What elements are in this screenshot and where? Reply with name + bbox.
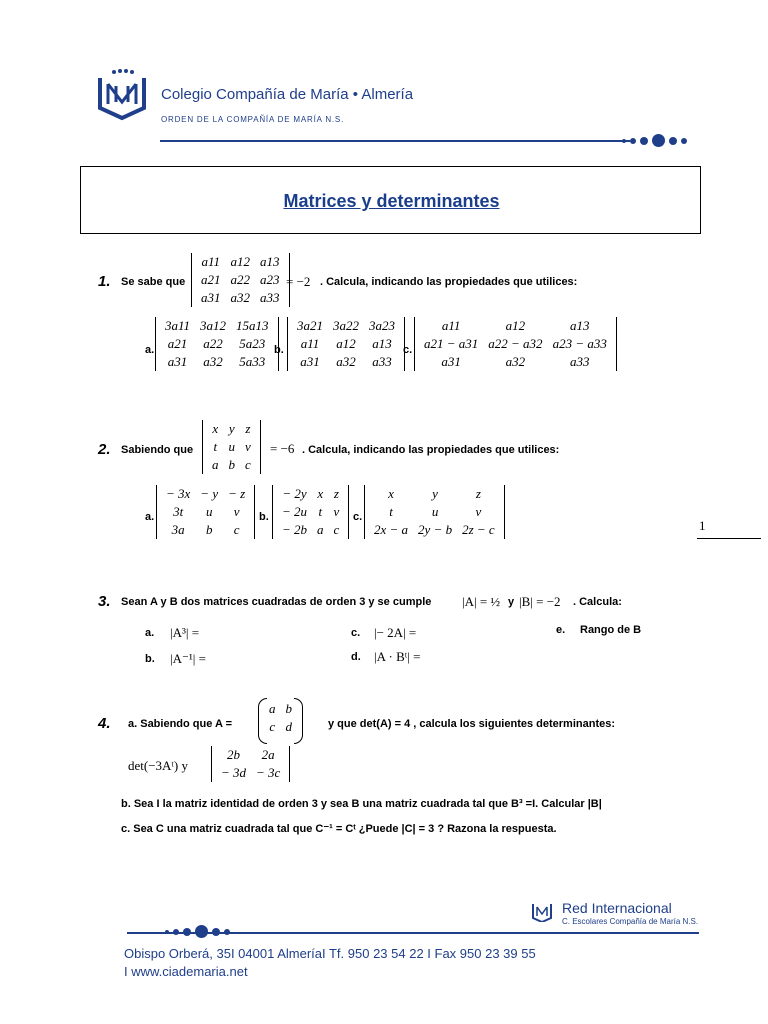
matrix-row — [277, 485, 344, 503]
matrix-entry: a22 — [230, 272, 250, 287]
matrix-entry: 3a12 — [200, 318, 227, 333]
problem-3-eq-b: |B| = −2 — [519, 594, 561, 609]
matrix-entry: 5a33 — [239, 354, 266, 369]
matrix-entry: a22 — [203, 336, 223, 351]
problem-4c-text: c. Sea C una matriz cuadrada tal que C⁻¹ = Cᵗ ¿Puede |C| = 3 ? Razona la respuesta. — [121, 823, 557, 835]
matrix-entry: a13 — [260, 254, 280, 269]
matrix-entry: a21 — [201, 272, 221, 287]
matrix-row — [216, 746, 285, 764]
problem-4-condition: y que det(A) = 4 , calcula los siguientes determinantes: — [328, 718, 615, 730]
problem-4-det1: det(−3Aᵗ) y — [128, 758, 188, 773]
problem-2a-det — [156, 485, 255, 539]
matrix-row — [160, 353, 274, 371]
matrix-entry: y — [432, 486, 438, 501]
network-title: Red Internacional — [562, 900, 672, 916]
problem-4a-text: a. Sabiendo que A = — [128, 718, 233, 730]
matrix-entry: a32 — [505, 354, 526, 369]
matrix-entry: 2x − a — [374, 522, 409, 537]
problem-1c-label: c. — [403, 344, 413, 356]
page-number: 1 — [699, 518, 706, 533]
matrix-entry: a12 — [505, 318, 526, 333]
matrix-entry: − 2y — [282, 486, 307, 501]
page-number-rule — [697, 538, 761, 539]
matrix-row — [292, 317, 400, 335]
matrix-entry: a31 — [441, 354, 461, 369]
matrix-row — [160, 335, 274, 353]
matrix-entry: c — [333, 522, 340, 537]
matrix-entry: 2a — [261, 747, 275, 762]
problem-3e-expr: Rango de B — [580, 624, 642, 636]
matrix-row — [196, 253, 285, 271]
matrix-row — [419, 317, 612, 335]
matrix-entry: v — [245, 439, 251, 454]
matrix-entry: − 3d — [221, 765, 247, 780]
problem-1c-det — [414, 317, 617, 371]
problem-1-number: 1. — [98, 273, 111, 290]
problem-1b-det — [287, 317, 405, 371]
matrix-row — [264, 700, 297, 718]
matrix-entry: a32 — [336, 354, 356, 369]
matrix-entry: 2z − c — [462, 522, 495, 537]
matrix-entry: v — [233, 504, 240, 519]
matrix-entry: − y — [200, 486, 219, 501]
problem-1-intro: Se sabe que — [121, 276, 186, 288]
matrix-entry: c — [245, 457, 251, 472]
matrix-row — [160, 317, 274, 335]
matrix-entry: v — [475, 504, 482, 519]
problem-3c-label: c. — [351, 627, 361, 639]
problem-4b-text: b. Sea I la matriz identidad de orden 3 y sea B una matriz cuadrada tal que B³ =I. Calcular |B| — [121, 798, 602, 810]
matrix-row — [216, 764, 285, 782]
matrix-entry: a11 — [201, 254, 221, 269]
network-logo — [532, 902, 552, 922]
matrix-entry: a13 — [372, 336, 392, 351]
matrix-entry: a12 — [230, 254, 250, 269]
matrix-entry: a13 — [569, 318, 590, 333]
matrix-row — [161, 521, 250, 539]
matrix-entry: z — [475, 486, 481, 501]
matrix-entry: u — [228, 439, 235, 454]
matrix-entry: c — [233, 522, 240, 537]
matrix-row — [277, 521, 344, 539]
matrix-entry: a33 — [372, 354, 392, 369]
school-logo — [96, 68, 148, 122]
problem-3-eq-a: |A| = ½ — [462, 594, 501, 609]
matrix-entry: a31 — [201, 290, 221, 305]
order-name: ORDEN DE LA COMPAÑÍA DE MARÍA N.S. — [161, 115, 345, 124]
problem-1a-label: a. — [145, 344, 155, 356]
matrix-entry: b — [228, 457, 235, 472]
problem-2b-det — [272, 485, 349, 539]
matrix-entry: t — [389, 504, 393, 519]
matrix-entry: u — [431, 504, 439, 519]
problem-3d-label: d. — [351, 651, 361, 663]
matrix-entry: a — [317, 522, 324, 537]
matrix-entry: v — [333, 504, 340, 519]
matrix-entry: a23 − a33 — [552, 336, 607, 351]
problem-2-eq: = −6 — [270, 441, 295, 456]
matrix-entry: 3a — [171, 522, 185, 537]
matrix-row — [419, 335, 612, 353]
problem-3b-expr: |A⁻¹| = — [170, 651, 206, 666]
matrix-entry: a11 — [300, 336, 320, 351]
page-title: Matrices y determinantes — [283, 191, 500, 211]
matrix-entry: a21 − a31 — [424, 336, 479, 351]
problem-3a-label: a. — [145, 627, 155, 639]
problem-2-instruction: . Calcula, indicando las propiedades que utilices: — [302, 444, 560, 456]
matrix-entry: 15a13 — [236, 318, 269, 333]
network-subtitle: C. Escolares Compañía de María N.S. — [562, 917, 699, 926]
matrix-entry: 3t — [173, 504, 184, 519]
matrix-row — [264, 718, 297, 736]
matrix-entry: 5a23 — [239, 336, 266, 351]
matrix-entry: a31 — [167, 354, 188, 369]
header-dots-decoration — [622, 134, 692, 148]
matrix-row — [196, 271, 285, 289]
matrix-entry: a23 — [260, 272, 280, 287]
school-name: Colegio Compañía de María • Almería — [161, 86, 414, 103]
matrix-entry: x — [388, 486, 394, 501]
matrix-entry: a11 — [441, 318, 461, 333]
problem-2a-label: a. — [145, 511, 155, 523]
problem-2b-label: b. — [259, 511, 269, 523]
problem-3c-expr: |− 2A| = — [374, 625, 417, 640]
matrix-entry: b — [205, 522, 213, 537]
matrix-entry: a12 — [336, 336, 356, 351]
header-divider — [160, 140, 630, 142]
matrix-entry: − 3c — [256, 765, 281, 780]
matrix-entry: z — [333, 486, 339, 501]
problem-3b-label: b. — [145, 653, 155, 665]
matrix-entry: 3a21 — [297, 318, 323, 333]
matrix-entry: t — [213, 439, 218, 454]
matrix-entry: a33 — [260, 290, 280, 305]
problem-4-det2 — [211, 746, 290, 782]
matrix-row — [207, 438, 256, 456]
matrix-entry: u — [205, 504, 213, 519]
problem-1-given-det — [191, 253, 290, 307]
problem-2-given-det — [202, 420, 261, 474]
matrix-entry: a — [212, 457, 219, 472]
matrix-entry: a32 — [203, 354, 223, 369]
problem-3a-expr: |A³| = — [170, 625, 200, 640]
problem-3-instruction: . Calcula: — [573, 596, 622, 608]
problem-4-number: 4. — [98, 715, 111, 732]
matrix-entry: 2y − b — [418, 522, 453, 537]
matrix-row — [161, 485, 250, 503]
problem-2-intro: Sabiendo que — [121, 444, 194, 456]
problem-3-and: y — [508, 596, 515, 608]
problem-3-intro: Sean A y B dos matrices cuadradas de orden 3 y se cumple — [121, 596, 432, 608]
matrix-row — [419, 353, 612, 371]
matrix-entry: 3a11 — [165, 318, 191, 333]
problem-3-number: 3. — [98, 593, 111, 610]
matrix-entry: 2b — [227, 747, 241, 762]
problem-4-matrix — [258, 700, 303, 736]
matrix-entry: d — [285, 719, 292, 734]
problem-1-eq: = −2 — [286, 274, 311, 289]
matrix-row — [196, 289, 285, 307]
matrix-entry: c — [269, 719, 276, 734]
matrix-row — [207, 420, 256, 438]
matrix-entry: a — [269, 701, 276, 716]
footer-website[interactable]: I www.ciademaria.net — [124, 964, 248, 979]
problem-1a-det — [155, 317, 279, 371]
matrix-entry: − 2u — [282, 504, 308, 519]
title-box — [80, 166, 701, 234]
footer-address: Obispo Orberá, 35I 04001 AlmeríaI Tf. 950 23 54 22 I Fax 950 23 39 55 — [124, 946, 536, 961]
problem-3e-label: e. — [556, 624, 566, 636]
problem-1b-label: b. — [274, 344, 284, 356]
matrix-row — [277, 503, 344, 521]
problem-1-instruction: . Calcula, indicando las propiedades que utilices: — [320, 276, 578, 288]
matrix-entry: − 3x — [166, 486, 191, 501]
matrix-entry: a22 − a32 — [488, 336, 543, 351]
footer-divider — [127, 932, 699, 934]
matrix-entry: − 2b — [282, 522, 308, 537]
matrix-entry: 3a23 — [369, 318, 395, 333]
matrix-row — [369, 521, 500, 539]
matrix-entry: a32 — [230, 290, 250, 305]
problem-2-number: 2. — [98, 441, 111, 458]
matrix-row — [369, 503, 500, 521]
problem-3d-expr: |A · Bᵗ| = — [374, 649, 421, 664]
matrix-entry: x — [212, 421, 219, 436]
matrix-row — [161, 503, 250, 521]
matrix-entry: t — [318, 504, 323, 519]
problem-2c-det — [364, 485, 505, 539]
matrix-row — [292, 335, 400, 353]
matrix-entry: 3a22 — [333, 318, 359, 333]
matrix-entry: − z — [228, 486, 246, 501]
matrix-entry: x — [317, 486, 324, 501]
matrix-entry: a31 — [300, 354, 320, 369]
matrix-entry: y — [228, 421, 235, 436]
matrix-row — [207, 456, 256, 474]
matrix-row — [369, 485, 500, 503]
problem-2c-label: c. — [353, 511, 363, 523]
matrix-entry: z — [245, 421, 251, 436]
matrix-row — [292, 353, 400, 371]
matrix-entry: a21 — [167, 336, 188, 351]
matrix-entry: a33 — [569, 354, 590, 369]
matrix-entry: b — [285, 701, 292, 716]
